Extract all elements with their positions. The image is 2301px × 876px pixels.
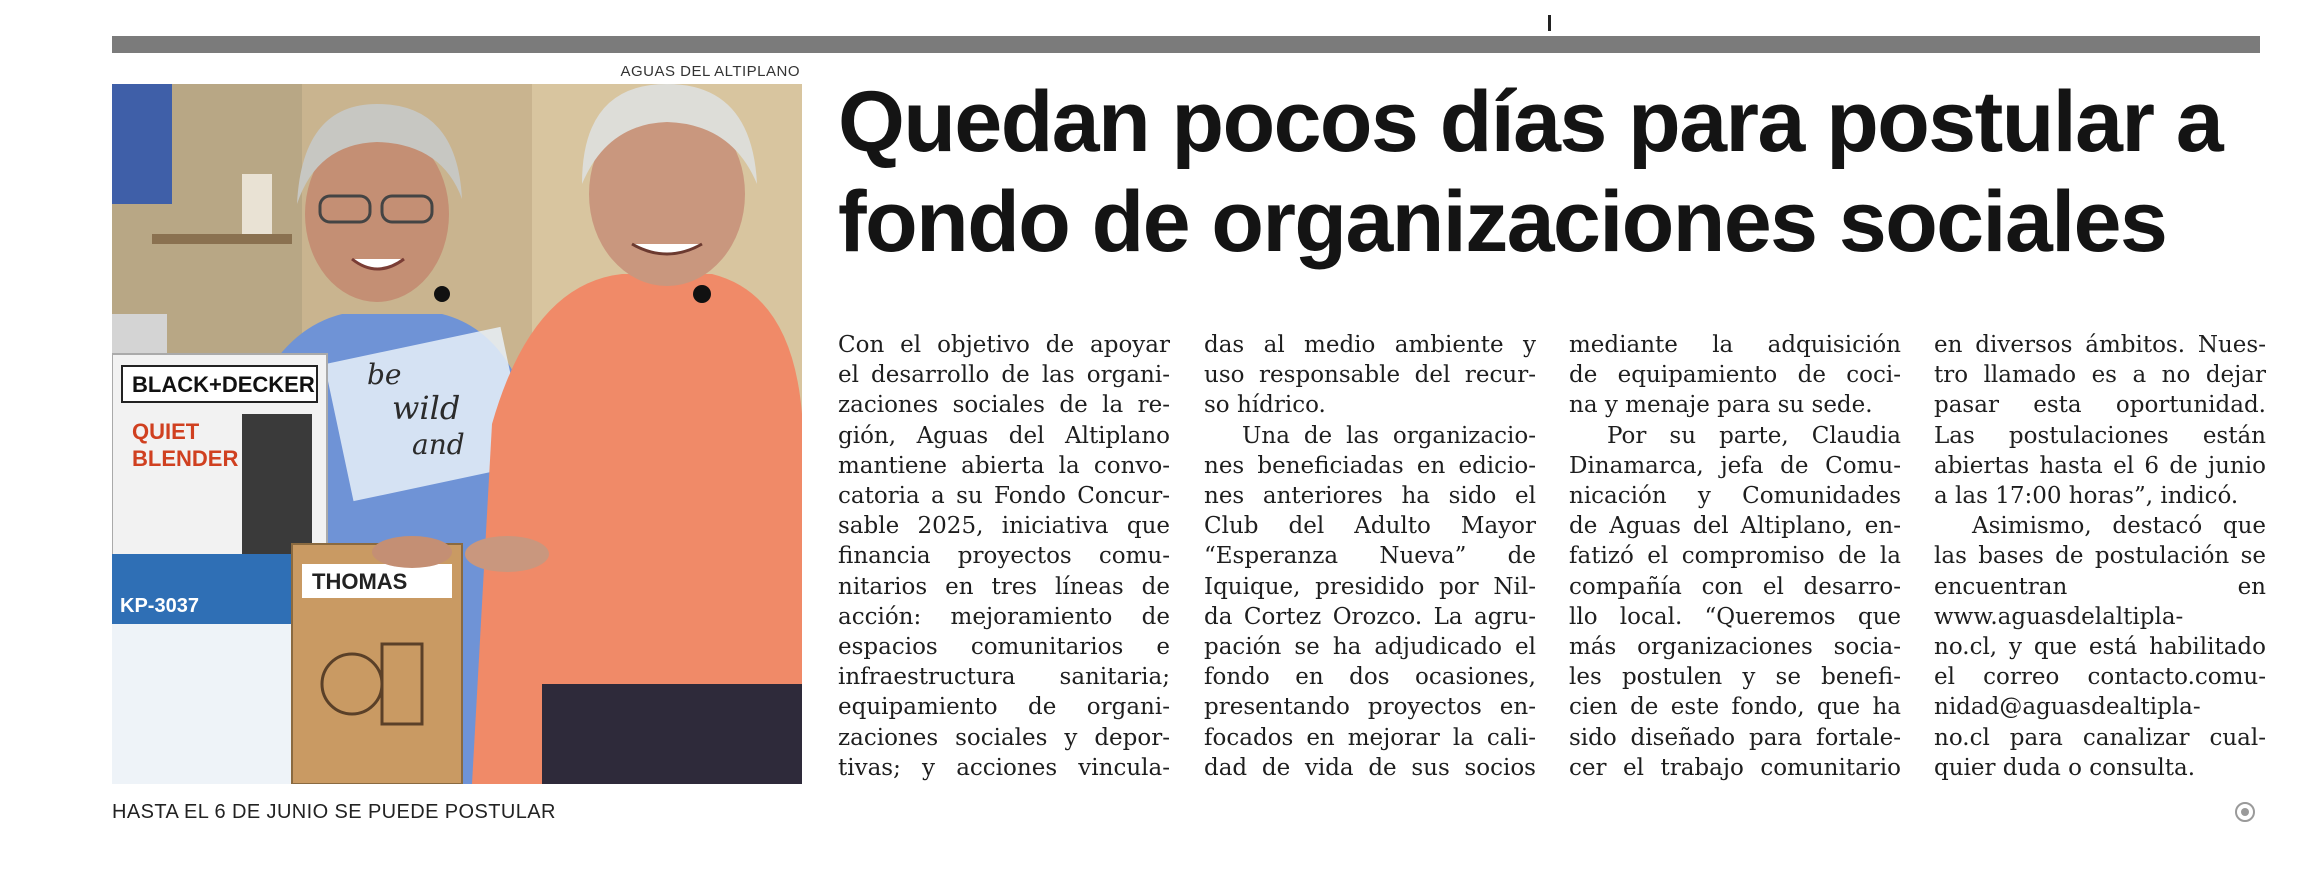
photo-caption: HASTA EL 6 DE JUNIO SE PUEDE POSTULAR <box>112 801 556 823</box>
article-column-1 <box>838 330 1170 840</box>
col2-line: Una de las organizacio- <box>1242 422 1536 449</box>
box-brand-blackdecker: BLACK+DECKER <box>132 372 315 397</box>
circle-end-mark-icon <box>2235 802 2255 822</box>
shirt-print-line3: and <box>412 428 465 461</box>
col4-line: no.cl para canalizar cual- <box>1934 724 2266 751</box>
col4-line: Asimismo, destacó que <box>1972 513 2266 540</box>
col4-line: pasar esta oportunidad. <box>1934 392 2266 419</box>
col2-line: Club del Adulto Mayor <box>1204 513 1536 540</box>
col3-line: sido diseñado para fortale- <box>1569 724 1901 751</box>
col3-line: más organizaciones socia- <box>1569 634 1901 661</box>
col2-line: “Esperanza Nueva” de <box>1204 543 1536 570</box>
col1-line: sable 2025, iniciativa que <box>838 513 1170 540</box>
col1-line: Con el objetivo de apoyar <box>838 332 1170 358</box>
shirt-print-line2: wild <box>392 389 461 427</box>
headline-line-1: Quedan pocos días para postular a <box>838 74 2223 170</box>
box-brand-thomas: THOMAS <box>312 569 408 594</box>
col2-line: da Cortez Orozco. La agru- <box>1204 603 1536 630</box>
col1-line: gión, Aguas del Altiplano <box>838 422 1170 449</box>
col2-line: focados en mejorar la cali- <box>1204 724 1536 751</box>
col2-line: fondo en dos ocasiones, <box>1204 664 1536 691</box>
col1-line: nitarios en tres líneas de <box>838 573 1170 600</box>
col4-line: Las postulaciones están <box>1934 422 2266 449</box>
article-photo <box>112 84 802 784</box>
col2-line: presentando proyectos en- <box>1204 694 1536 721</box>
col3-line: les postulen y se benefi- <box>1569 664 1901 691</box>
col3-line: de Aguas del Altiplano, en- <box>1569 513 1901 540</box>
col4-line: quier duda o consulta. <box>1934 754 2196 781</box>
col1-line: zaciones sociales de la re- <box>838 392 1170 419</box>
col3-line: compañía con el desarro- <box>1569 573 1901 600</box>
col1-line: infraestructura sanitaria; <box>838 664 1170 691</box>
col1-line: catoria a su Fondo Concur- <box>838 483 1170 510</box>
col3-line: cien de este fondo, que ha <box>1569 694 1901 721</box>
photo-credit: AGUAS DEL ALTIPLANO <box>620 63 800 80</box>
col4-line: encuentran en <box>1934 573 2266 600</box>
col1-line: tivas; y acciones vincula- <box>838 754 1170 781</box>
top-rule <box>112 36 2260 53</box>
col3-line: Dinamarca, jefa de Comu- <box>1569 452 1901 479</box>
col4-line: no.cl, y que está habilitado <box>1934 634 2266 661</box>
col4-line: el correo contacto.comu- <box>1934 664 2266 691</box>
box-product-line2: BLENDER <box>132 446 239 471</box>
col3-line: mediante la adquisición <box>1569 332 1901 358</box>
box-model-kp3037: KP-3037 <box>120 595 199 617</box>
article-column-4 <box>1934 330 2266 840</box>
article-column-2 <box>1204 330 1536 840</box>
col2-line: das al medio ambiente y <box>1204 332 1536 358</box>
col1-line: acción: mejoramiento de <box>838 603 1170 630</box>
col1-line: equipamiento de organi- <box>838 694 1170 721</box>
col1-line: mantiene abierta la convo- <box>838 452 1170 479</box>
col2-line: nes beneficiadas en edicio- <box>1204 452 1536 479</box>
col4-line: a las 17:00 horas”, indicó. <box>1934 483 2239 510</box>
col2-line: nes anteriores ha sido el <box>1204 483 1536 510</box>
col4-line: en diversos ámbitos. Nues- <box>1934 332 2266 358</box>
col1-line: espacios comunitarios e <box>838 634 1170 661</box>
col4-line: www.aguasdelaltipla- <box>1934 603 2184 630</box>
col3-line: Por su parte, Claudia <box>1607 422 1901 449</box>
col3-line: llo local. “Queremos que <box>1569 603 1901 630</box>
col3-line: de equipamiento de coci- <box>1569 362 1901 389</box>
col2-line: pación se ha adjudicado el <box>1204 634 1536 661</box>
folio-tick <box>1548 15 1551 31</box>
col1-line: zaciones sociales y depor- <box>838 724 1170 751</box>
col3-line: fatizó el compromiso de la <box>1569 543 1901 570</box>
col2-line: Iquique, presidido por Nil- <box>1204 573 1536 600</box>
box-product-line1: QUIET <box>132 419 200 444</box>
col4-line: nidad@aguasdealtipla- <box>1934 694 2201 721</box>
col3-line: na y menaje para su sede. <box>1569 392 1873 419</box>
col1-line: el desarrollo de las organi- <box>838 362 1170 389</box>
col4-line: tro llamado es a no dejar <box>1934 362 2266 389</box>
col1-line: financia proyectos comu- <box>838 543 1170 570</box>
col3-line: nicación y Comunidades <box>1569 483 1901 510</box>
col2-line: uso responsable del recur- <box>1204 362 1536 389</box>
col2-line: so hídrico. <box>1204 392 1326 419</box>
col4-line: abiertas hasta el 6 de junio <box>1934 452 2266 479</box>
col4-line: las bases de postulación se <box>1934 543 2266 570</box>
shirt-print-line1: be <box>367 358 402 391</box>
col2-line: dad de vida de sus socios <box>1204 754 1536 781</box>
headline-line-2: fondo de organizaciones sociales <box>838 174 2167 270</box>
headline <box>838 72 2268 272</box>
article-column-3 <box>1569 330 1901 840</box>
col3-line: cer el trabajo comunitario <box>1569 754 1901 781</box>
